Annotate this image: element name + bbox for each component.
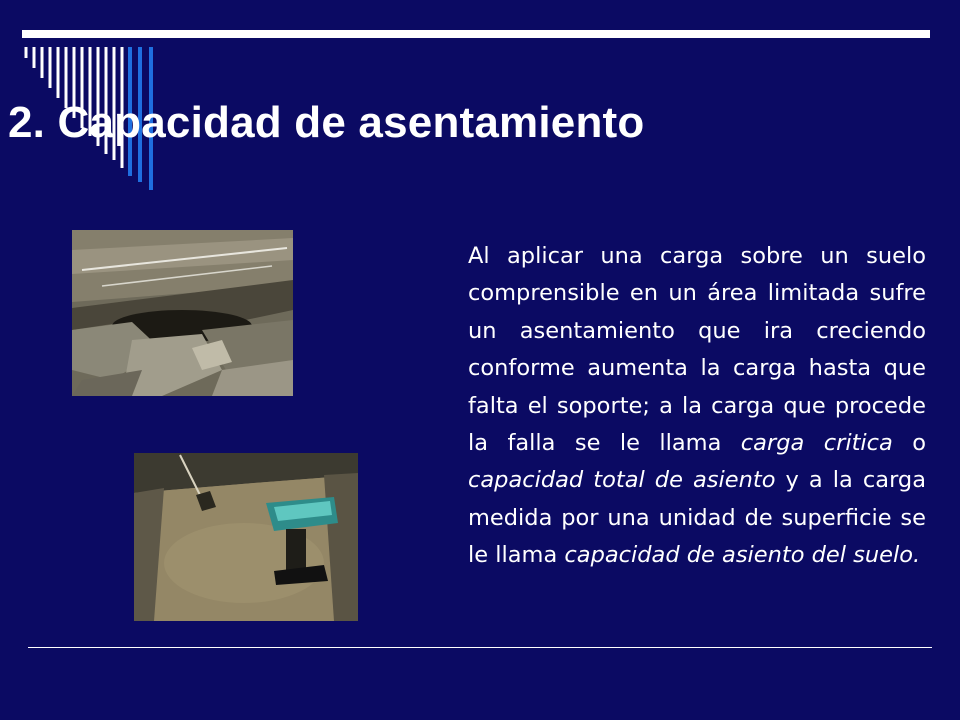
body-text-part2: o	[892, 430, 926, 457]
slide-body-text	[468, 238, 926, 575]
slide-title: 2. Capacidad de asentamiento	[8, 98, 645, 147]
term-capacidad-total: capacidad total de asiento	[468, 467, 776, 494]
body-text-part1: Al aplicar una carga sobre un suelo comprensible en un área limitada sufre un asentamiento que ira creciendo conforme aumenta la carga hasta que falta el soporte; a la carga que procede la falla se le llama	[468, 243, 926, 457]
photo-soil-compactor	[134, 453, 358, 621]
body-text-part3: y a la carga medida por una unidad de superficie se le llama	[468, 467, 926, 569]
bottom-rule	[28, 647, 932, 648]
term-carga-critica: carga critica	[740, 430, 893, 457]
photo-rubble-cavity	[72, 230, 293, 396]
term-capacidad-asiento-suelo: capacidad de asiento del suelo.	[564, 542, 921, 569]
